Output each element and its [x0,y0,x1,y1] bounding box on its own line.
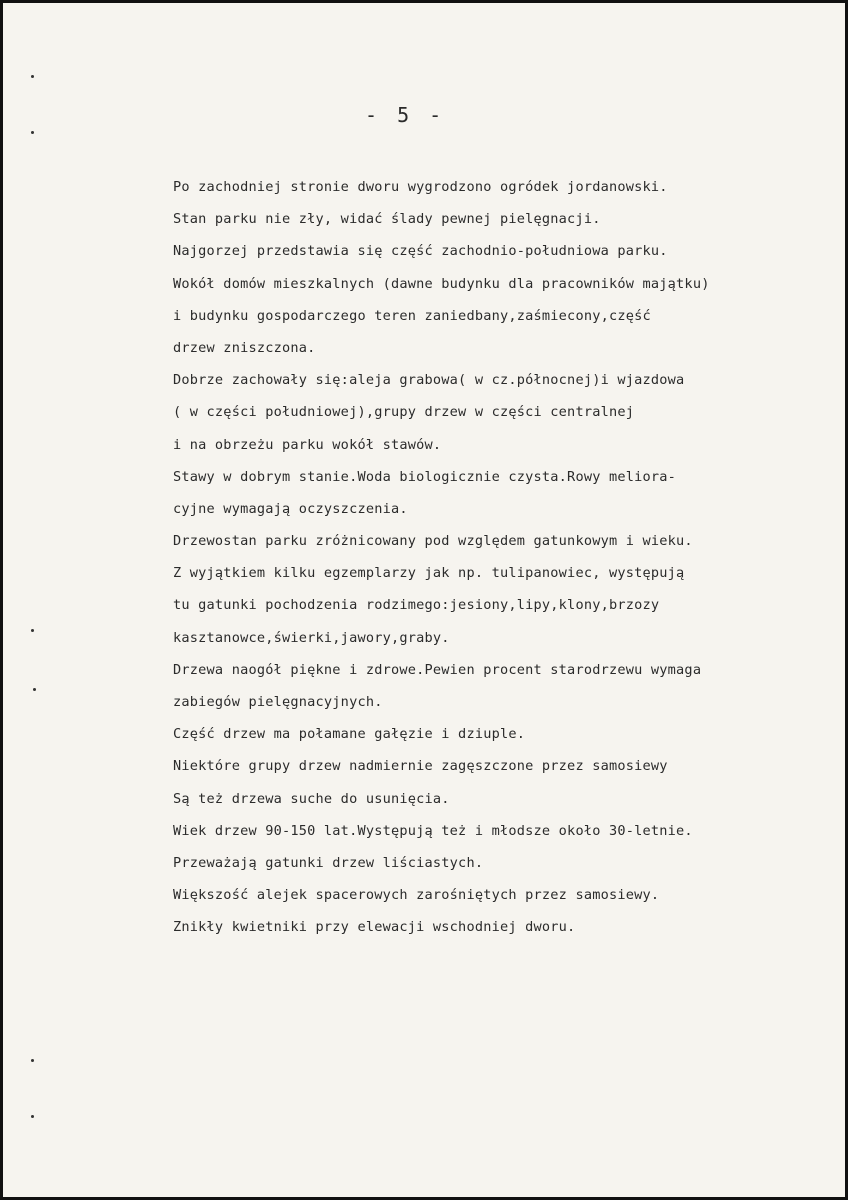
page-number: - 5 - [365,103,446,127]
text-line: Drzewostan parku zróżnicowany pod względem gatunkowym i wieku. [173,533,693,550]
text-line: Najgorzej przedstawia się część zachodnio-południowa parku. [173,243,668,260]
text-line: cyjne wymagają oczyszczenia. [173,500,408,517]
text-line: Większość alejek spacerowych zarośniętych przez samosiewy. [173,887,660,904]
text-line: Stawy w dobrym stanie.Woda biologicznie czysta.Rowy meliora- [173,468,677,485]
text-line: zabiegów pielęgnacyjnych. [173,694,383,710]
text-line: ( w części południowej),grupy drzew w części centralnej [173,404,635,421]
text-line: i budynku gospodarczego teren zaniedbany,zaśmiecony,część [173,307,651,324]
text-line: Wokół domów mieszkalnych (dawne budynku dla pracowników majątku) [173,275,710,292]
text-line: Z wyjątkiem kilku egzemplarzy jak np. tulipanowiec, występują [173,565,685,582]
text-line: i na obrzeżu parku wokół stawów. [173,436,442,453]
text-line: Drzewa naogół piękne i zdrowe.Pewien procent starodrzewu wymaga [173,661,702,678]
text-line: Po zachodniej stronie dworu wygrodzono ogródek jordanowski. [173,179,668,195]
text-line: Dobrze zachowały się:aleja grabowa( w cz.północnej)i wjazdowa [173,372,685,389]
text-line: Niektóre grupy drzew nadmiernie zagęszczone przez samosiewy [173,758,668,775]
text-line: kasztanowce,świerki,jawory,graby. [173,629,450,646]
scan-speck [31,131,34,134]
text-line: Część drzew ma połamane gałęzie i dziuple. [173,726,526,743]
body-text [173,171,845,944]
text-line: Znikły kwietniki przy elewacji wschodniej dworu. [173,919,576,936]
text-line: Przeważają gatunki drzew liściastych. [173,854,484,871]
text-line: Są też drzewa suche do usunięcia. [173,790,450,807]
text-line: tu gatunki pochodzenia rodzimego:jesiony,lipy,klony,brzozy [173,597,660,614]
text-line: Wiek drzew 90-150 lat.Występują też i młodsze około 30-letnie. [173,822,693,839]
scan-speck [31,75,34,78]
scan-speck [31,1115,34,1118]
scan-speck [33,688,36,691]
text-line: drzew zniszczona. [173,339,316,356]
text-line: Stan parku nie zły, widać ślady pewnej pielęgnacji. [173,211,601,228]
scan-speck [31,1059,34,1062]
scan-speck [31,629,34,632]
